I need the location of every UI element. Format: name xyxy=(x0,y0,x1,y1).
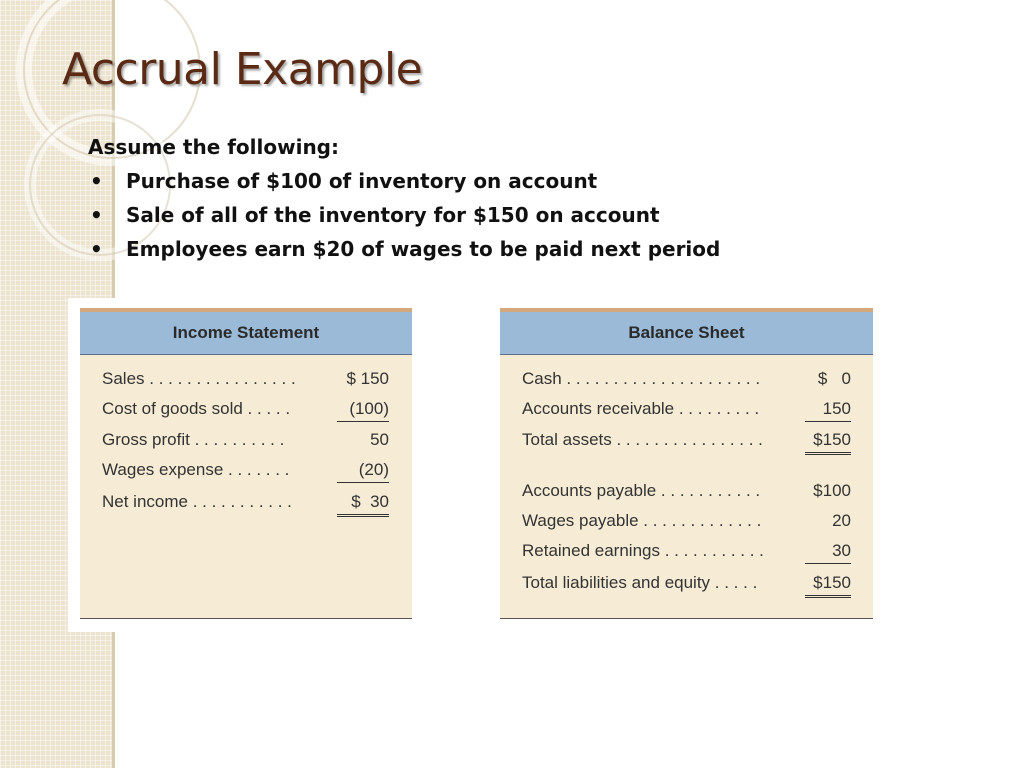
table-row-wages-expense xyxy=(80,458,412,482)
assumption-text: Sale of all of the inventory for $150 on account xyxy=(126,203,660,227)
row-value: $150 xyxy=(805,428,851,455)
row-value: $ 30 xyxy=(337,490,389,517)
balance-sheet-table xyxy=(500,308,873,619)
assumption-item-sale xyxy=(88,198,720,232)
slide-title: Accrual Example xyxy=(62,44,423,95)
row-label: Total liabilities and equity . . . . . xyxy=(522,573,758,592)
table-row-accounts-payable xyxy=(500,479,873,503)
row-label: Sales . . . . . . . . . . . . . . . . xyxy=(102,369,296,388)
table-row-net-income xyxy=(80,490,412,514)
assumptions-block xyxy=(88,130,720,266)
bullet-glyph: • xyxy=(90,237,103,261)
bullet-glyph: • xyxy=(90,203,103,227)
assumption-item-wages xyxy=(88,232,720,266)
row-value: $150 xyxy=(805,571,851,598)
row-value: (100) xyxy=(337,397,389,422)
table-row-wages-payable xyxy=(500,509,873,533)
table-row-sales xyxy=(80,367,412,391)
row-label: Cash . . . . . . . . . . . . . . . . . . . . . xyxy=(522,369,761,388)
assumption-item-purchase xyxy=(88,164,720,198)
row-value: 150 xyxy=(805,397,851,422)
bullet-glyph: • xyxy=(90,169,103,193)
table-row-gross-profit xyxy=(80,428,412,452)
income-statement-table xyxy=(80,308,412,619)
assumptions-intro: Assume the following: xyxy=(88,135,339,159)
row-value: 50 xyxy=(370,430,389,449)
row-value: $100 xyxy=(813,481,851,500)
row-label: Accounts receivable . . . . . . . . . xyxy=(522,399,760,418)
assumption-text: Employees earn $20 of wages to be paid next period xyxy=(126,237,721,261)
row-label: Accounts payable . . . . . . . . . . . xyxy=(522,481,761,500)
row-value: $ 0 xyxy=(817,369,851,388)
table-row-cogs xyxy=(80,397,412,421)
balance-sheet-title: Balance Sheet xyxy=(500,312,873,355)
table-row-total-assets xyxy=(500,428,873,452)
row-label: Wages expense . . . . . . . xyxy=(102,460,290,479)
row-value: $ 150 xyxy=(346,369,389,388)
row-label: Total assets . . . . . . . . . . . . . . . . xyxy=(522,430,763,449)
table-row-total-liabilities-equity xyxy=(500,571,873,595)
row-value: 30 xyxy=(805,539,851,564)
row-label: Cost of goods sold . . . . . xyxy=(102,399,291,418)
row-value: 20 xyxy=(832,511,851,530)
row-label: Net income . . . . . . . . . . . xyxy=(102,492,292,511)
row-label: Wages payable . . . . . . . . . . . . . xyxy=(522,511,762,530)
row-label: Retained earnings . . . . . . . . . . . xyxy=(522,541,764,560)
row-value: (20) xyxy=(337,458,389,483)
income-statement-title: Income Statement xyxy=(80,312,412,355)
table-row-accounts-receivable xyxy=(500,397,873,421)
assumption-text: Purchase of $100 of inventory on account xyxy=(126,169,598,193)
row-label: Gross profit . . . . . . . . . . xyxy=(102,430,285,449)
assumptions-list xyxy=(88,164,720,266)
table-row-retained-earnings xyxy=(500,539,873,563)
table-row-cash xyxy=(500,367,873,391)
